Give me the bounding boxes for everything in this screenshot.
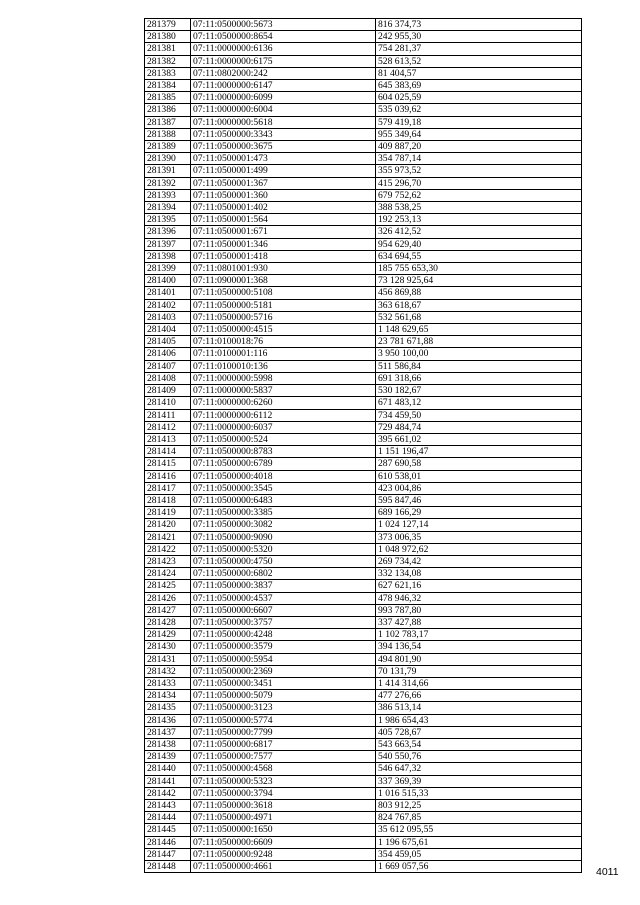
cadastral-number-cell: 07:11:0500000:4750: [191, 555, 376, 567]
row-number-cell: 281403: [145, 311, 191, 323]
cadastral-value-cell: 689 166,29: [376, 507, 582, 519]
cadastral-value-cell: 691 318,66: [376, 372, 582, 384]
table-row: [145, 543, 582, 555]
table-row: [145, 177, 582, 189]
cadastral-number-cell: 07:11:0900001:368: [191, 275, 376, 287]
row-number-cell: 281397: [145, 238, 191, 250]
table-row: [145, 653, 582, 665]
cadastral-value-cell: 287 690,58: [376, 458, 582, 470]
cadastral-number-cell: 07:11:0500000:3757: [191, 616, 376, 628]
cadastral-value-cell: 1 102 783,17: [376, 629, 582, 641]
cadastral-number-cell: 07:11:0100010:136: [191, 360, 376, 372]
cadastral-number-cell: 07:11:0500000:7577: [191, 751, 376, 763]
row-number-cell: 281425: [145, 580, 191, 592]
cadastral-value-cell: 532 561,68: [376, 311, 582, 323]
row-number-cell: 281388: [145, 128, 191, 140]
cadastral-value-cell: 478 946,32: [376, 592, 582, 604]
cadastral-value-cell: 386 513,14: [376, 702, 582, 714]
cadastral-number-cell: 07:11:0500000:1650: [191, 824, 376, 836]
table-row: [145, 128, 582, 140]
cadastral-value-cell: 242 955,30: [376, 31, 582, 43]
table-row: [145, 43, 582, 55]
cadastral-number-cell: 07:11:0500000:4515: [191, 324, 376, 336]
cadastral-number-cell: 07:11:0500000:3123: [191, 702, 376, 714]
table-row: [145, 287, 582, 299]
table-row: [145, 189, 582, 201]
cadastral-number-cell: 07:11:0500000:5716: [191, 311, 376, 323]
cadastral-value-cell: 363 618,67: [376, 299, 582, 311]
cadastral-number-cell: 07:11:0500000:6607: [191, 604, 376, 616]
cadastral-value-cell: 394 136,54: [376, 641, 582, 653]
table-row: [145, 397, 582, 409]
row-number-cell: 281385: [145, 92, 191, 104]
cadastral-value-cell: 3 950 100,00: [376, 348, 582, 360]
cadastral-number-cell: 07:11:0500001:418: [191, 250, 376, 262]
cadastral-number-cell: 07:11:0500000:2369: [191, 665, 376, 677]
table-row: [145, 861, 582, 873]
table-row: [145, 702, 582, 714]
cadastral-number-cell: 07:11:0500001:564: [191, 214, 376, 226]
cadastral-value-cell: 528 613,52: [376, 55, 582, 67]
cadastral-value-cell: 185 755 653,30: [376, 263, 582, 275]
cadastral-number-cell: 07:11:0500000:5954: [191, 653, 376, 665]
cadastral-number-cell: 07:11:0500000:3082: [191, 519, 376, 531]
cadastral-value-cell: 405 728,67: [376, 726, 582, 738]
cadastral-value-cell: 395 661,02: [376, 433, 582, 445]
table-row: [145, 226, 582, 238]
cadastral-value-cell: 579 419,18: [376, 116, 582, 128]
cadastral-number-cell: 07:11:0500000:5108: [191, 287, 376, 299]
row-number-cell: 281389: [145, 141, 191, 153]
row-number-cell: 281441: [145, 775, 191, 787]
table-row: [145, 433, 582, 445]
table-row: [145, 250, 582, 262]
table-row: [145, 507, 582, 519]
cadastral-number-cell: 07:11:0000000:5998: [191, 372, 376, 384]
cadastral-value-cell: 627 621,16: [376, 580, 582, 592]
cadastral-number-cell: 07:11:0000000:6260: [191, 397, 376, 409]
table-row: [145, 775, 582, 787]
table-row: [145, 336, 582, 348]
table-row: [145, 787, 582, 799]
cadastral-value-cell: 73 128 925,64: [376, 275, 582, 287]
row-number-cell: 281448: [145, 861, 191, 873]
table-row: [145, 104, 582, 116]
table-row: [145, 385, 582, 397]
table-row: [145, 202, 582, 214]
cadastral-value-cell: 546 647,32: [376, 763, 582, 775]
row-number-cell: 281413: [145, 433, 191, 445]
row-number-cell: 281382: [145, 55, 191, 67]
table-row: [145, 616, 582, 628]
table-row: [145, 214, 582, 226]
cadastral-number-cell: 07:11:0500000:6789: [191, 458, 376, 470]
cadastral-number-cell: 07:11:0000000:6099: [191, 92, 376, 104]
table-row: [145, 80, 582, 92]
table-body: [145, 19, 582, 873]
table-row: [145, 848, 582, 860]
cadastral-number-cell: 07:11:0500000:3579: [191, 641, 376, 653]
row-number-cell: 281437: [145, 726, 191, 738]
row-number-cell: 281395: [145, 214, 191, 226]
row-number-cell: 281381: [145, 43, 191, 55]
table-row: [145, 555, 582, 567]
cadastral-value-cell: 671 483,12: [376, 397, 582, 409]
table-row: [145, 67, 582, 79]
row-number-cell: 281447: [145, 848, 191, 860]
cadastral-number-cell: 07:11:0000000:6175: [191, 55, 376, 67]
cadastral-number-cell: 07:11:0500000:3675: [191, 141, 376, 153]
row-number-cell: 281420: [145, 519, 191, 531]
row-number-cell: 281392: [145, 177, 191, 189]
cadastral-number-cell: 07:11:0802000:242: [191, 67, 376, 79]
cadastral-number-cell: 07:11:0500001:473: [191, 153, 376, 165]
page-number: 4011: [596, 866, 619, 878]
cadastral-number-cell: 07:11:0100001:116: [191, 348, 376, 360]
row-number-cell: 281402: [145, 299, 191, 311]
row-number-cell: 281415: [145, 458, 191, 470]
cadastral-value-cell: 477 276,66: [376, 690, 582, 702]
row-number-cell: 281379: [145, 19, 191, 31]
table-row: [145, 92, 582, 104]
row-number-cell: 281417: [145, 482, 191, 494]
cadastral-value-cell: 337 369,39: [376, 775, 582, 787]
row-number-cell: 281435: [145, 702, 191, 714]
table-row: [145, 55, 582, 67]
cadastral-value-cell: 373 006,35: [376, 531, 582, 543]
row-number-cell: 281391: [145, 165, 191, 177]
row-number-cell: 281390: [145, 153, 191, 165]
cadastral-number-cell: 07:11:0000000:6136: [191, 43, 376, 55]
table-row: [145, 421, 582, 433]
cadastral-value-cell: 816 374,73: [376, 19, 582, 31]
table-row: [145, 677, 582, 689]
table-row: [145, 494, 582, 506]
cadastral-number-cell: 07:11:0500000:524: [191, 433, 376, 445]
cadastral-number-cell: 07:11:0500000:3385: [191, 507, 376, 519]
cadastral-number-cell: 07:11:0500000:3794: [191, 787, 376, 799]
row-number-cell: 281404: [145, 324, 191, 336]
row-number-cell: 281386: [145, 104, 191, 116]
cadastral-value-cell: 1 986 654,43: [376, 714, 582, 726]
table-row: [145, 763, 582, 775]
cadastral-value-cell: 415 296,70: [376, 177, 582, 189]
cadastral-value-cell: 734 459,50: [376, 409, 582, 421]
table-row: [145, 812, 582, 824]
row-number-cell: 281424: [145, 568, 191, 580]
row-number-cell: 281436: [145, 714, 191, 726]
cadastral-value-cell: 543 663,54: [376, 738, 582, 750]
table-row: [145, 482, 582, 494]
cadastral-value-cell: 81 404,57: [376, 67, 582, 79]
cadastral-number-cell: 07:11:0500000:4018: [191, 470, 376, 482]
row-number-cell: 281418: [145, 494, 191, 506]
row-number-cell: 281406: [145, 348, 191, 360]
table-row: [145, 800, 582, 812]
cadastral-value-cell: 423 004,86: [376, 482, 582, 494]
cadastral-value-cell: 35 612 095,55: [376, 824, 582, 836]
cadastral-number-cell: 07:11:0500000:4661: [191, 861, 376, 873]
table-row: [145, 372, 582, 384]
cadastral-number-cell: 07:11:0500000:4248: [191, 629, 376, 641]
table-row: [145, 348, 582, 360]
cadastral-value-cell: 332 134,08: [376, 568, 582, 580]
table-row: [145, 446, 582, 458]
cadastral-value-cell: 535 039,62: [376, 104, 582, 116]
row-number-cell: 281411: [145, 409, 191, 421]
row-number-cell: 281399: [145, 263, 191, 275]
cadastral-value-cell: 595 847,46: [376, 494, 582, 506]
cadastral-number-cell: 07:11:0500001:499: [191, 165, 376, 177]
cadastral-value-cell: 540 550,76: [376, 751, 582, 763]
row-number-cell: 281421: [145, 531, 191, 543]
cadastral-number-cell: 07:11:0100018:76: [191, 336, 376, 348]
cadastral-number-cell: 07:11:0500000:7799: [191, 726, 376, 738]
cadastral-value-cell: 604 025,59: [376, 92, 582, 104]
cadastral-value-cell: 530 182,67: [376, 385, 582, 397]
table-row: [145, 409, 582, 421]
cadastral-number-cell: 07:11:0000000:6037: [191, 421, 376, 433]
cadastral-value-cell: 354 459,05: [376, 848, 582, 860]
row-number-cell: 281419: [145, 507, 191, 519]
cadastral-value-cell: 337 427,88: [376, 616, 582, 628]
cadastral-value-cell: 610 538,01: [376, 470, 582, 482]
table-row: [145, 690, 582, 702]
row-number-cell: 281383: [145, 67, 191, 79]
cadastral-value-table: [144, 18, 582, 873]
cadastral-number-cell: 07:11:0000000:6004: [191, 104, 376, 116]
row-number-cell: 281405: [145, 336, 191, 348]
row-number-cell: 281446: [145, 836, 191, 848]
cadastral-value-cell: 993 787,80: [376, 604, 582, 616]
row-number-cell: 281422: [145, 543, 191, 555]
cadastral-number-cell: 07:11:0500000:6483: [191, 494, 376, 506]
table-row: [145, 311, 582, 323]
cadastral-value-cell: 803 912,25: [376, 800, 582, 812]
cadastral-value-cell: 1 414 314,66: [376, 677, 582, 689]
row-number-cell: 281426: [145, 592, 191, 604]
cadastral-value-cell: 456 869,88: [376, 287, 582, 299]
cadastral-number-cell: 07:11:0500001:671: [191, 226, 376, 238]
cadastral-number-cell: 07:11:0500000:8783: [191, 446, 376, 458]
row-number-cell: 281438: [145, 738, 191, 750]
cadastral-number-cell: 07:11:0801001:930: [191, 263, 376, 275]
row-number-cell: 281443: [145, 800, 191, 812]
row-number-cell: 281380: [145, 31, 191, 43]
cadastral-value-cell: 1 196 675,61: [376, 836, 582, 848]
table-row: [145, 580, 582, 592]
cadastral-value-cell: 954 629,40: [376, 238, 582, 250]
cadastral-value-cell: 494 801,90: [376, 653, 582, 665]
table-row: [145, 470, 582, 482]
row-number-cell: 281396: [145, 226, 191, 238]
row-number-cell: 281430: [145, 641, 191, 653]
cadastral-number-cell: 07:11:0500000:3451: [191, 677, 376, 689]
table-row: [145, 531, 582, 543]
row-number-cell: 281433: [145, 677, 191, 689]
table-row: [145, 604, 582, 616]
cadastral-number-cell: 07:11:0500000:3545: [191, 482, 376, 494]
table-row: [145, 641, 582, 653]
cadastral-number-cell: 07:11:0000000:6112: [191, 409, 376, 421]
row-number-cell: 281400: [145, 275, 191, 287]
table-row: [145, 568, 582, 580]
cadastral-value-cell: 23 781 671,88: [376, 336, 582, 348]
row-number-cell: 281440: [145, 763, 191, 775]
row-number-cell: 281387: [145, 116, 191, 128]
cadastral-value-cell: 1 024 127,14: [376, 519, 582, 531]
cadastral-value-cell: 326 412,52: [376, 226, 582, 238]
cadastral-number-cell: 07:11:0500000:6609: [191, 836, 376, 848]
cadastral-number-cell: 07:11:0500000:3837: [191, 580, 376, 592]
cadastral-number-cell: 07:11:0500000:5673: [191, 19, 376, 31]
table-row: [145, 519, 582, 531]
cadastral-value-cell: 355 973,52: [376, 165, 582, 177]
cadastral-number-cell: 07:11:0500000:3343: [191, 128, 376, 140]
row-number-cell: 281414: [145, 446, 191, 458]
row-number-cell: 281410: [145, 397, 191, 409]
cadastral-number-cell: 07:11:0000000:6147: [191, 80, 376, 92]
cadastral-number-cell: 07:11:0500000:6817: [191, 738, 376, 750]
cadastral-value-cell: 679 752,62: [376, 189, 582, 201]
cadastral-value-cell: 645 383,69: [376, 80, 582, 92]
cadastral-value-cell: 511 586,84: [376, 360, 582, 372]
cadastral-number-cell: 07:11:0500000:8654: [191, 31, 376, 43]
table-row: [145, 824, 582, 836]
cadastral-number-cell: 07:11:0500000:4971: [191, 812, 376, 824]
cadastral-value-cell: 1 151 196,47: [376, 446, 582, 458]
cadastral-number-cell: 07:11:0000000:5837: [191, 385, 376, 397]
cadastral-value-cell: 1 148 629,65: [376, 324, 582, 336]
cadastral-value-cell: 388 538,25: [376, 202, 582, 214]
table-row: [145, 592, 582, 604]
table-row: [145, 165, 582, 177]
row-number-cell: 281407: [145, 360, 191, 372]
table-row: [145, 116, 582, 128]
table-row: [145, 714, 582, 726]
cadastral-value-cell: 955 349,64: [376, 128, 582, 140]
cadastral-number-cell: 07:11:0500000:9090: [191, 531, 376, 543]
row-number-cell: 281393: [145, 189, 191, 201]
table-row: [145, 751, 582, 763]
cadastral-number-cell: 07:11:0500001:367: [191, 177, 376, 189]
table-row: [145, 738, 582, 750]
row-number-cell: 281428: [145, 616, 191, 628]
cadastral-number-cell: 07:11:0500000:4568: [191, 763, 376, 775]
cadastral-number-cell: 07:11:0500000:3618: [191, 800, 376, 812]
cadastral-number-cell: 07:11:0500000:5181: [191, 299, 376, 311]
row-number-cell: 281444: [145, 812, 191, 824]
table-row: [145, 324, 582, 336]
cadastral-number-cell: 07:11:0500000:4537: [191, 592, 376, 604]
row-number-cell: 281439: [145, 751, 191, 763]
table-row: [145, 31, 582, 43]
row-number-cell: 281398: [145, 250, 191, 262]
table-row: [145, 836, 582, 848]
cadastral-number-cell: 07:11:0500000:5323: [191, 775, 376, 787]
cadastral-number-cell: 07:11:0500000:5079: [191, 690, 376, 702]
cadastral-number-cell: 07:11:0500000:5320: [191, 543, 376, 555]
cadastral-value-cell: 754 281,37: [376, 43, 582, 55]
row-number-cell: 281434: [145, 690, 191, 702]
row-number-cell: 281412: [145, 421, 191, 433]
row-number-cell: 281429: [145, 629, 191, 641]
table-row: [145, 629, 582, 641]
row-number-cell: 281416: [145, 470, 191, 482]
cadastral-value-cell: 70 131,79: [376, 665, 582, 677]
table-row: [145, 275, 582, 287]
table-row: [145, 299, 582, 311]
table-row: [145, 141, 582, 153]
table-row: [145, 19, 582, 31]
cadastral-value-cell: 1 669 057,56: [376, 861, 582, 873]
cadastral-number-cell: 07:11:0500001:346: [191, 238, 376, 250]
row-number-cell: 281384: [145, 80, 191, 92]
cadastral-value-cell: 354 787,14: [376, 153, 582, 165]
row-number-cell: 281432: [145, 665, 191, 677]
cadastral-value-cell: 729 484,74: [376, 421, 582, 433]
cadastral-value-cell: 269 734,42: [376, 555, 582, 567]
table-row: [145, 153, 582, 165]
cadastral-value-cell: 409 887,20: [376, 141, 582, 153]
cadastral-value-cell: 1 016 515,33: [376, 787, 582, 799]
cadastral-value-cell: 824 767,85: [376, 812, 582, 824]
table-row: [145, 458, 582, 470]
cadastral-number-cell: 07:11:0000000:5618: [191, 116, 376, 128]
table-row: [145, 360, 582, 372]
row-number-cell: 281401: [145, 287, 191, 299]
cadastral-number-cell: 07:11:0500001:402: [191, 202, 376, 214]
row-number-cell: 281431: [145, 653, 191, 665]
table-row: [145, 665, 582, 677]
table-row: [145, 726, 582, 738]
cadastral-number-cell: 07:11:0500000:5774: [191, 714, 376, 726]
row-number-cell: 281445: [145, 824, 191, 836]
row-number-cell: 281423: [145, 555, 191, 567]
cadastral-number-cell: 07:11:0500000:6802: [191, 568, 376, 580]
cadastral-value-cell: 1 048 972,62: [376, 543, 582, 555]
cadastral-number-cell: 07:11:0500001:360: [191, 189, 376, 201]
cadastral-value-cell: 634 694,55: [376, 250, 582, 262]
table-row: [145, 263, 582, 275]
row-number-cell: 281408: [145, 372, 191, 384]
row-number-cell: 281394: [145, 202, 191, 214]
row-number-cell: 281409: [145, 385, 191, 397]
cadastral-value-cell: 192 253,13: [376, 214, 582, 226]
table-row: [145, 238, 582, 250]
row-number-cell: 281427: [145, 604, 191, 616]
cadastral-number-cell: 07:11:0500000:9248: [191, 848, 376, 860]
row-number-cell: 281442: [145, 787, 191, 799]
